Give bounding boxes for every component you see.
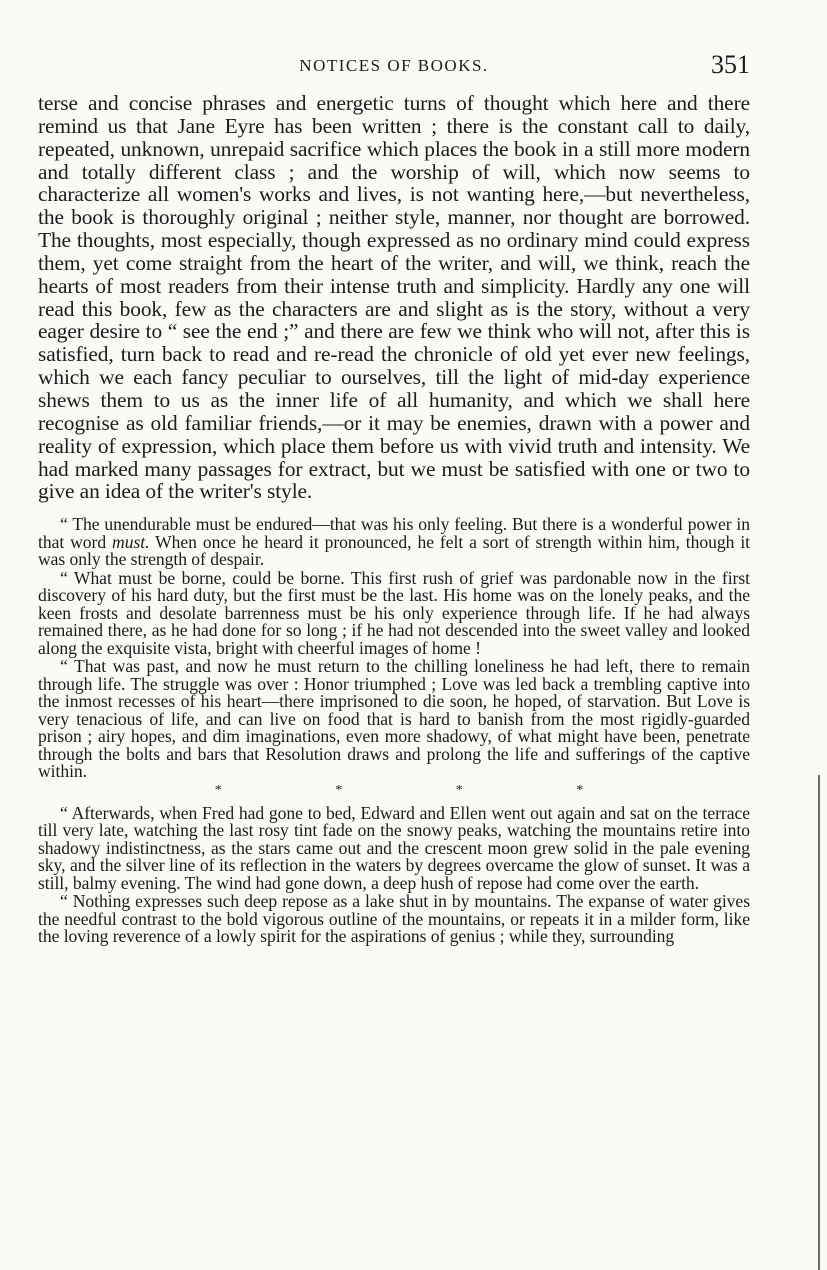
quote-paragraph-5: “ Nothing expresses such deep repose as a lake shut in by mountains. The expanse of water gives the needful contrast to the bold vigorous outline of the mountains, or repeats it in a milder form, like the loving reverence of a lowly spirit for the aspirations of genius ; while they, surrounding xyxy=(38,891,750,947)
review-paragraph: terse and concise phrases and energetic turns of thought which here and there remind us that Jane Eyre has been written ; there is the constant call to daily, repeated, unknown, unrepaid sacrifice which places the book in a still more modern and totally different class ; and the worship of will, which now seems to characterize all women's works and lives, is not wanting here,—but nevertheless, the book is thoroughly original ; neither style, manner, nor thought are borrowed. The thoughts, most especially, though expressed as no ordinary mind could express them, yet come straight from the heart of the writer, and will, we think, reach the hearts of most readers from their intense truth and simplicity. Hardly any one will read this book, few as the characters are and slight as is the story, without a very eager desire to “ see the end ;” and there are few we think who will not, after this is satisfied, turn back to read and re-read the chronicle of old yet ever new feelings, which we each fancy peculiar to ourselves, till the light of mid-day experience shews them to us as the inner life of all humanity, and which we shall here recognise as old familiar friends,—or it may be enemies, drawn with a power and reality of expression, which place them before us with vivid truth and intensity. We had marked many passages for extract, but we must be satisfied with one or two to give an idea of the writer's style. xyxy=(38,91,750,504)
page-number: 351 xyxy=(711,50,750,79)
quote-paragraph-3: “ That was past, and now he must return to the chilling loneliness he had left, there to remain through life. The struggle was over : Honor triumphed ; Love was led back a trembling captive into the inmost recesses of his heart—there imprisoned to die soon, he hoped, of starvation. But Love is very tenacious of life, and can live on food that is hard to banish from the most rigidly-guarded prison ; airy hopes, and dim imaginations, even more shadowy, of what might have been, penetrate through the bolts and bars that Resolution draws and prolong the life and sufferings of the captive within. xyxy=(38,656,750,782)
quote-paragraph-1 xyxy=(38,516,750,569)
running-title: NOTICES OF BOOKS. xyxy=(299,56,489,75)
page-edge-shadow xyxy=(818,775,820,1270)
quote-paragraph-2: “ What must be borne, could be borne. This first rush of grief was pardonable now in the first discovery of his hard duty, but the first must be the last. His home was on the lonely peaks, and the keen frosts and desolate barrenness must be his only experience through life. If he had always remained there, as he had done for so long ; if he had not descended into the sweet valley and looked along the exquisite vista, bright with cheerful images of home ! xyxy=(38,567,750,658)
asterisk: * xyxy=(335,782,343,798)
section-separator xyxy=(38,781,750,801)
quote-emphasis: must. xyxy=(112,531,150,552)
asterisk: * xyxy=(214,782,222,798)
book-page xyxy=(38,50,750,946)
quote-paragraph-4: “ Afterwards, when Fred had gone to bed, Edward and Ellen went out again and sat on the terrace till very late, watching the last rosy tint fade on the snowy peaks, watching the mountains retire into shadowy indistinctness, as the stars came out and the crescent moon grew solid in the pale evening sky, and the silver line of its reflection in the waters by degrees overcame the glow of sunset. It was a still, balmy evening. The wind had gone down, a deep hush of repose had come over the earth. xyxy=(38,802,750,893)
quote-text: “ The unendurable must be endured—that was his only feeling. But there is a wonderful power in that word xyxy=(38,514,750,552)
asterisk: * xyxy=(455,782,463,798)
quote-text: When once he heard it pronounced, he felt a sort of strength within him, though it was only the strength of despair. xyxy=(38,531,750,570)
page-header xyxy=(38,50,750,92)
asterisk: * xyxy=(576,782,584,798)
